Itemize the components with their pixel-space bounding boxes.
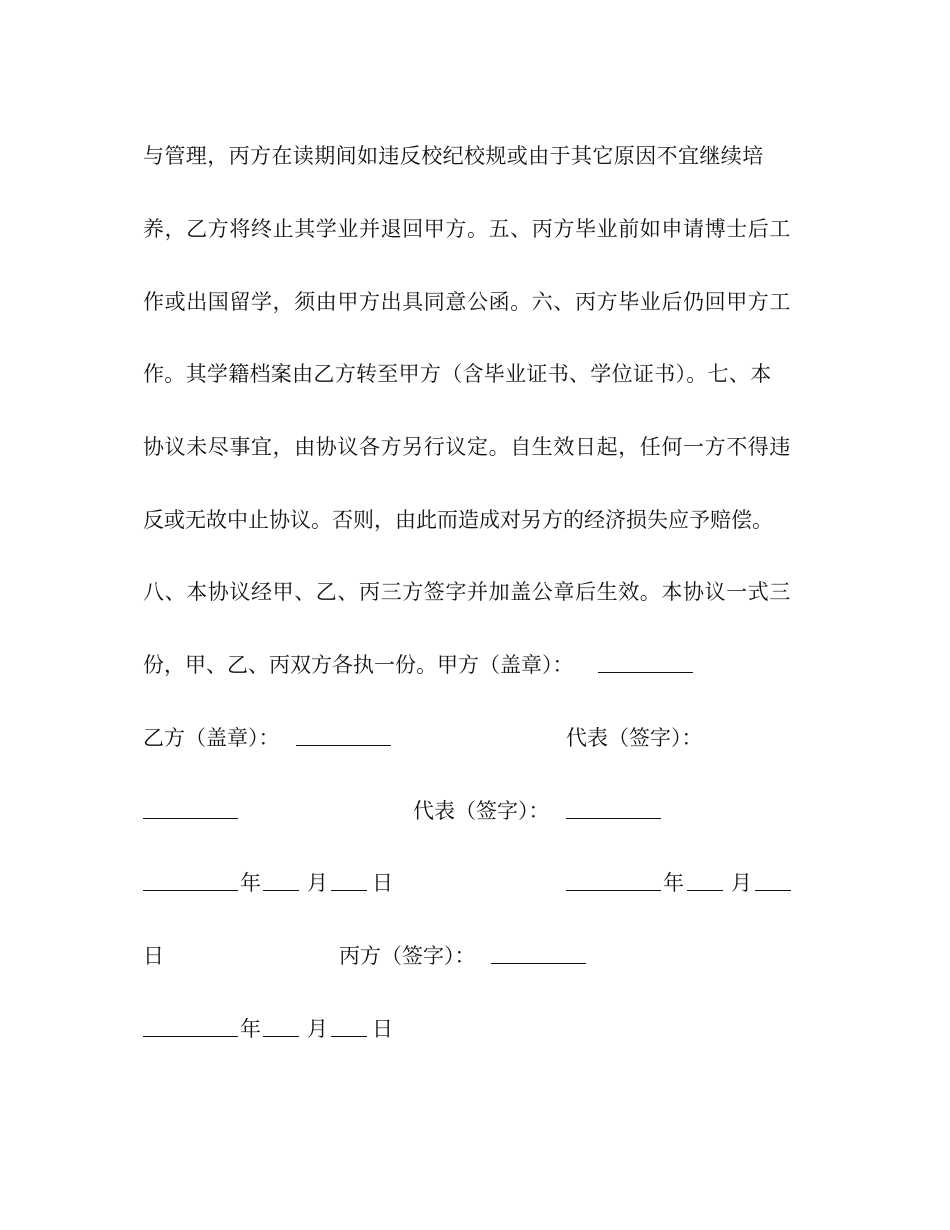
date-3-day-blank[interactable]: [331, 1014, 367, 1045]
date-1-month-label: 月: [307, 871, 328, 895]
date-3-year-blank[interactable]: [143, 1014, 238, 1045]
date-2-year-label: 年: [663, 871, 684, 895]
paragraph-line-5: 协议未尽事宜，由协议各方另行议定。自生效日起，任何一方不得违: [143, 435, 791, 459]
date-1-year-blank[interactable]: [143, 868, 238, 899]
date-2-day-blank[interactable]: [755, 868, 791, 899]
date-1-month-blank[interactable]: [263, 868, 299, 899]
paragraph-line-4: 作。其学籍档案由乙方转至甲方（含毕业证书、学位证书）。七、本: [143, 362, 772, 386]
representative-2-blank[interactable]: [566, 796, 661, 827]
date-1-day-blank[interactable]: [331, 868, 367, 899]
date-2-day-label: 日: [143, 944, 164, 968]
date-3-day-label: 日: [372, 1017, 393, 1041]
representative-label-1: 代表（签字）：: [566, 726, 703, 750]
paragraph-line-1: 与管理，丙方在读期间如违反校纪校规或由于其它原因不宜继续培: [143, 144, 764, 168]
paragraph-line-7: 八、本协议经甲、乙、丙三方签字并加盖公章后生效。本协议一式三: [143, 580, 791, 604]
date-3-month-blank[interactable]: [263, 1014, 299, 1045]
representative-label-2: 代表（签字）：: [413, 799, 550, 823]
paragraph-line-6: 反或无故中止协议。否则，由此而造成对另方的经济损失应予赔偿。: [143, 508, 773, 532]
party-a-seal-label: 份，甲、乙、丙双方各执一份。甲方（盖章）：: [143, 653, 574, 677]
representative-1-blank[interactable]: [143, 796, 238, 827]
party-c-sign-blank[interactable]: [491, 941, 586, 972]
date-3-month-label: 月: [307, 1017, 328, 1041]
paragraph-line-2: 养，乙方将终止其学业并退回甲方。五、丙方毕业前如申请博士后工: [143, 217, 791, 241]
party-a-seal-blank[interactable]: [598, 650, 693, 681]
party-c-sign-label: 丙方（签字）：: [339, 944, 476, 968]
date-2-month-blank[interactable]: [687, 868, 723, 899]
date-2-month-label: 月: [731, 871, 752, 895]
party-b-seal-label: 乙方（盖章）：: [143, 726, 280, 750]
date-1-day-label: 日: [372, 871, 393, 895]
date-1-year-label: 年: [240, 871, 261, 895]
date-2-year-blank[interactable]: [566, 868, 661, 899]
paragraph-line-3: 作或出国留学，须由甲方出具同意公函。六、丙方毕业后仍回甲方工: [143, 290, 791, 314]
date-3-year-label: 年: [240, 1017, 261, 1041]
party-b-seal-blank[interactable]: [296, 723, 391, 754]
